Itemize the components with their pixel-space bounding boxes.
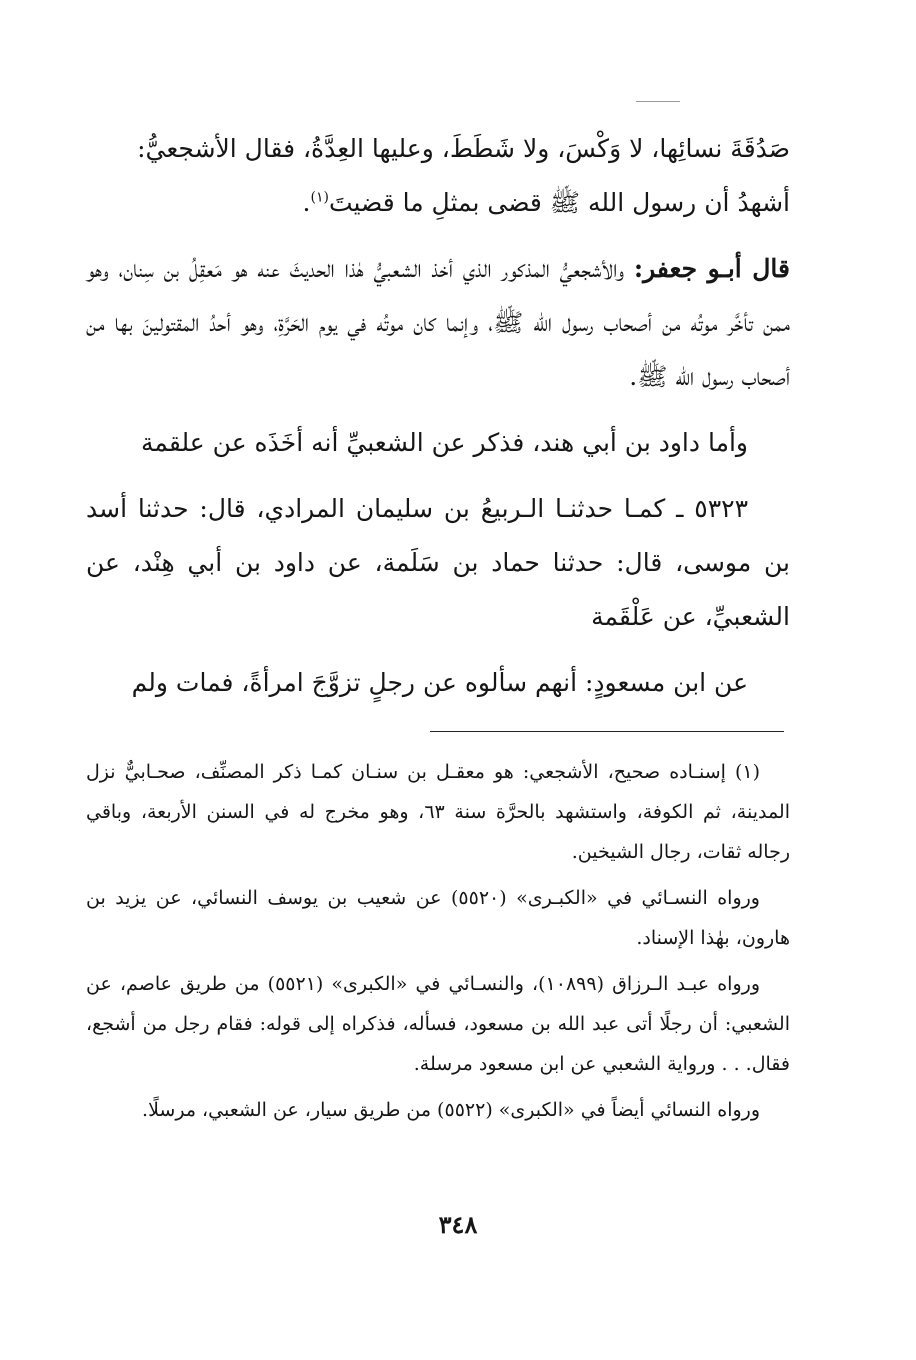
main-text <box>86 122 790 722</box>
footnote-separator <box>430 731 784 732</box>
footnote-reference[interactable]: (١) <box>310 189 329 206</box>
page-number: ٣٤٨ <box>438 1210 478 1239</box>
paragraph-2-text: والأشجعيُّ المذكور الذي أخذ الشعبيُّ هٰذا الحديثَ عنه هو مَعقِلُ بن سِنان، وهو ممن تأخَّر موتُه من أصحاب رسول الله ﷺ، وإنما كان موتُه في يوم الحَرَّةِ، وهو أحدُ المقتولينَ بها من أصحاب رسول الله ﷺ. <box>86 254 790 391</box>
hadith-matn: عن ابن مسعودٍ: أنهم سألوه عن رجلٍ تزوَّجَ امرأةً، فمات ولم <box>131 668 748 697</box>
paragraph-1-line-2: أشهدُ أن رسول الله ﷺ قضى بمثلِ ما قضيتَ <box>328 188 790 217</box>
author-lead: قال أبـو جعفر: <box>633 254 790 283</box>
footnote-1: (١) إسنـاده صحيح، الأشجعي: هو معقـل بن سنـان كمـا ذكر المصنِّف، صحـابيٌّ نزل المدينة، ثم الكوفة، واستشهد بالحرَّة سنة ٦٣، وهو مخرج له في السنن الأربعة، وباقي رجاله ثقات، رجال الشيخين. <box>86 761 791 863</box>
paragraph-1 <box>86 122 790 230</box>
paragraph-2 <box>86 242 790 404</box>
paragraph-1-end: . <box>302 188 311 217</box>
footnote-paragraph: ورواه النسـائي في «الكبـرى» (٥٥٢٠) عن شعيب بن يوسف النسائي، عن يزيد بن هارون، بهٰذا الإسناد. <box>86 887 790 949</box>
header-rule <box>636 101 680 102</box>
footnote-paragraph: ورواه عبـد الـرزاق (١٠٨٩٩)، والنسـائي في «الكبرى» (٥٥٢١) من طريق عاصم، عن الشعبي: أن رجلًا أتى عبد الله بن مسعود، فسأله، فذكراه إلى قوله: فقام رجل من أشجع، فقال. . . ورواية الشعبي عن ابن مسعود مرسلة. <box>86 973 790 1075</box>
footnotes <box>86 752 790 1136</box>
paragraph-1-line-1: صَدُقَةَ نسائِها، لا وَكْسَ، ولا شَطَطَ، وعليها العِدَّةُ، فقال الأشجعيُّ: <box>137 134 790 163</box>
hadith-isnad: ٥٣٢٣ ـ كمـا حدثنـا الـربيعُ بن سليمان المرادي، قال: حدثنا أسد بن موسى، قال: حدثنا حماد بن سَلَمة، عن داود بن أبي هِنْد، عن الشعبيِّ، عن عَلْقَمة <box>86 494 790 631</box>
footnote-paragraph: ورواه النسائي أيضاً في «الكبرى» (٥٥٢٢) من طريق سيار، عن الشعبي، مرسلًا. <box>142 1099 760 1121</box>
paragraph-3: وأما داود بن أبي هند، فذكر عن الشعبيِّ أنه أخَذَه عن علقمة <box>141 428 748 457</box>
